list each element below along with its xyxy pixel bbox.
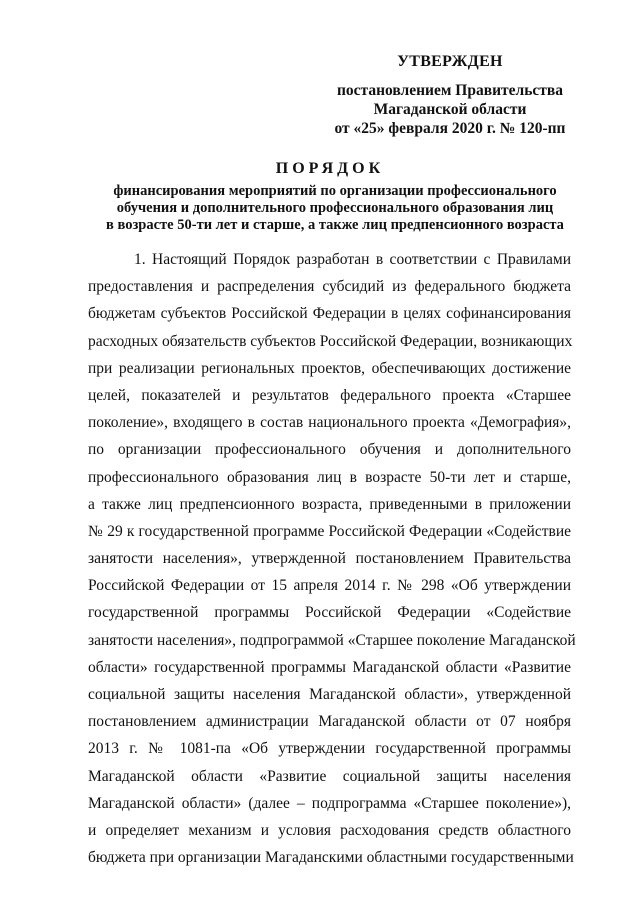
approval-heading: УТВЕРЖДЕН	[397, 53, 503, 70]
text-line: бюджета при организации Магаданскими областными государственными	[88, 849, 574, 867]
subtitle-line-1: финансирования мероприятий по организации профессионального	[113, 183, 557, 199]
text-line: социальной защиты населения Магаданской области», утвержденной	[88, 686, 571, 703]
text-line: Магаданской области» (далее – подпрограмма «Старшее поколение»),	[88, 794, 571, 812]
text-line: по организации профессионального обучения и дополнительного	[88, 441, 571, 459]
text-line: области» государственной программы Магаданской области «Развитие	[88, 658, 571, 676]
text-line: занятости населения», утвержденной постановлением Правительства	[88, 550, 571, 568]
paragraph-1	[88, 246, 576, 871]
text-line: расходных обязательств субъектов Российской Федерации, возникающих	[88, 332, 573, 350]
document-title: ПОРЯДОК	[275, 160, 385, 177]
text-line: Российской Федерации от 15 апреля 2014 г. № 298 «Об утверждении	[88, 577, 571, 595]
text-line: при реализации региональных проектов, обеспечивающих достижение	[88, 359, 571, 377]
text-line: Магаданской области «Развитие социальной защиты населения	[88, 767, 571, 785]
text-line: занятости населения», подпрограммой «Старшее поколение Магаданской	[88, 631, 576, 649]
text-line: и определяет механизм и условия расходования средств областного	[88, 821, 571, 839]
text-line: № 29 к государственной программе Российской Федерации «Содействие	[88, 522, 571, 540]
text-line: целей, показателей и результатов федерального проекта «Старшее	[88, 386, 571, 404]
approval-stamp	[300, 52, 600, 138]
approval-line-1: постановлением Правительства	[336, 82, 564, 99]
text-line: бюджетам субъектов Российской Федерации в целях софинансирования	[88, 305, 571, 323]
text-line: предоставления и распределения субсидий из федерального бюджета	[88, 278, 571, 296]
text-line: а также лиц предпенсионного возраста, приведенными в приложении	[88, 495, 571, 513]
approval-line-2: Магаданской области	[373, 101, 527, 118]
text-line: поколение», входящего в состав национального проекта «Демография»,	[88, 414, 571, 432]
subtitle-line-2: обучения и дополнительного профессионального образования лиц	[116, 200, 554, 216]
text-line: 1. Настоящий Порядок разработан в соответствии с Правилами	[134, 251, 571, 268]
text-line: государственной программы Российской Федерации «Содействие	[88, 604, 571, 622]
text-line: профессионального образования лиц в возрасте 50-ти лет и старше,	[88, 468, 571, 486]
document-subtitle	[70, 183, 600, 234]
subtitle-line-3: в возрасте 50-ти лет и старше, а также лиц предпенсионного возраста	[106, 217, 564, 233]
text-line: постановлением администрации Магаданской области от 07 ноября	[88, 713, 571, 731]
text-line: 2013 г. № 1081-па «Об утверждении государственной программы	[88, 740, 571, 758]
approval-line-3: от «25» февраля 2020 г. № 120-пп	[334, 120, 566, 137]
